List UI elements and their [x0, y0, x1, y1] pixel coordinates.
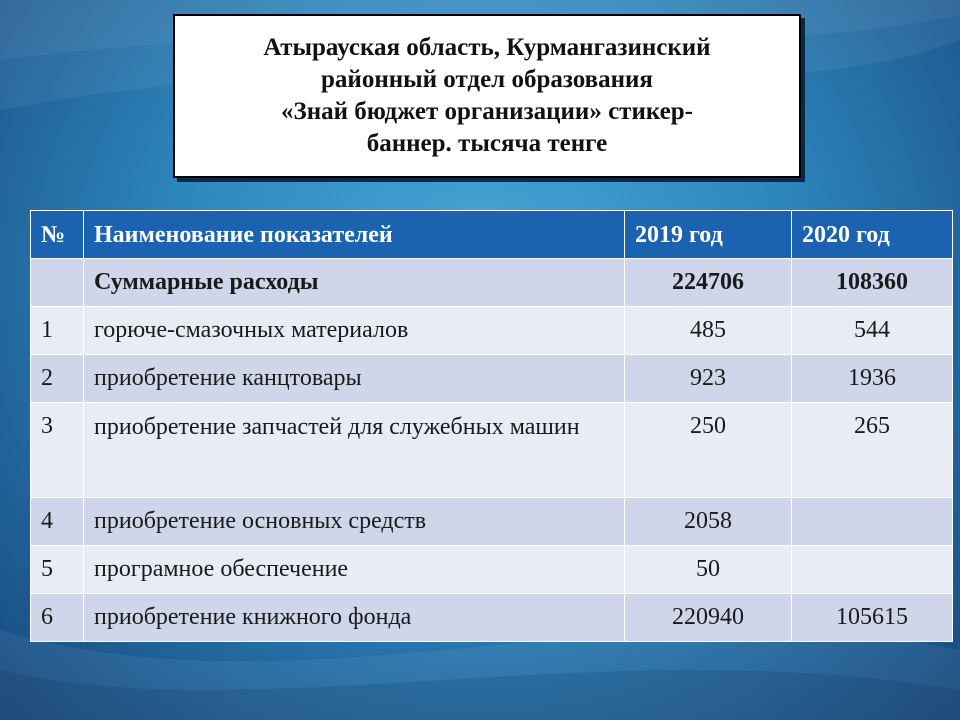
- cell-2019: 50: [625, 546, 792, 594]
- cell-name: Суммарные расходы: [84, 259, 625, 307]
- cell-number: [31, 259, 84, 307]
- cell-name: приобретение запчастей для служебных машин: [84, 403, 625, 498]
- header-2020: 2020 год: [792, 211, 953, 259]
- table-row: [31, 355, 953, 403]
- cell-2020: [792, 498, 953, 546]
- title-line-3: «Знай бюджет организации» стикер-: [281, 98, 693, 125]
- cell-name: програмное обеспечение: [84, 546, 625, 594]
- cell-number: 4: [31, 498, 84, 546]
- cell-2020: 1936: [792, 355, 953, 403]
- cell-2019: 250: [625, 403, 792, 498]
- cell-2019: 224706: [625, 259, 792, 307]
- cell-2019: 485: [625, 307, 792, 355]
- table-row: [31, 594, 953, 642]
- title-line-1: Атырауская область, Курмангазинский: [263, 34, 711, 61]
- title-line-4: баннер. тысяча тенге: [366, 130, 608, 157]
- cell-name: приобретение канцтовары: [84, 355, 625, 403]
- table-row-total: [31, 259, 953, 307]
- cell-2020: 544: [792, 307, 953, 355]
- cell-2020: [792, 546, 953, 594]
- cell-2019: 2058: [625, 498, 792, 546]
- header-2019: 2019 год: [625, 211, 792, 259]
- cell-2020: 265: [792, 403, 953, 498]
- header-number: №: [31, 211, 84, 259]
- table-row: [31, 546, 953, 594]
- cell-name: приобретение основных средств: [84, 498, 625, 546]
- cell-number: 5: [31, 546, 84, 594]
- cell-name: приобретение книжного фонда: [84, 594, 625, 642]
- table-row: [31, 403, 953, 498]
- title-box: [173, 14, 801, 178]
- cell-number: 6: [31, 594, 84, 642]
- budget-table: [30, 210, 953, 642]
- table-header-row: [31, 211, 953, 259]
- cell-number: 1: [31, 307, 84, 355]
- cell-name: горюче-смазочных материалов: [84, 307, 625, 355]
- cell-2019: 220940: [625, 594, 792, 642]
- cell-2019: 923: [625, 355, 792, 403]
- cell-2020: 108360: [792, 259, 953, 307]
- table-row: [31, 498, 953, 546]
- cell-number: 3: [31, 403, 84, 498]
- cell-number: 2: [31, 355, 84, 403]
- cell-2020: 105615: [792, 594, 953, 642]
- header-name: Наименование показателей: [84, 211, 625, 259]
- title-line-2: районный отдел образования: [321, 66, 653, 93]
- table-row: [31, 307, 953, 355]
